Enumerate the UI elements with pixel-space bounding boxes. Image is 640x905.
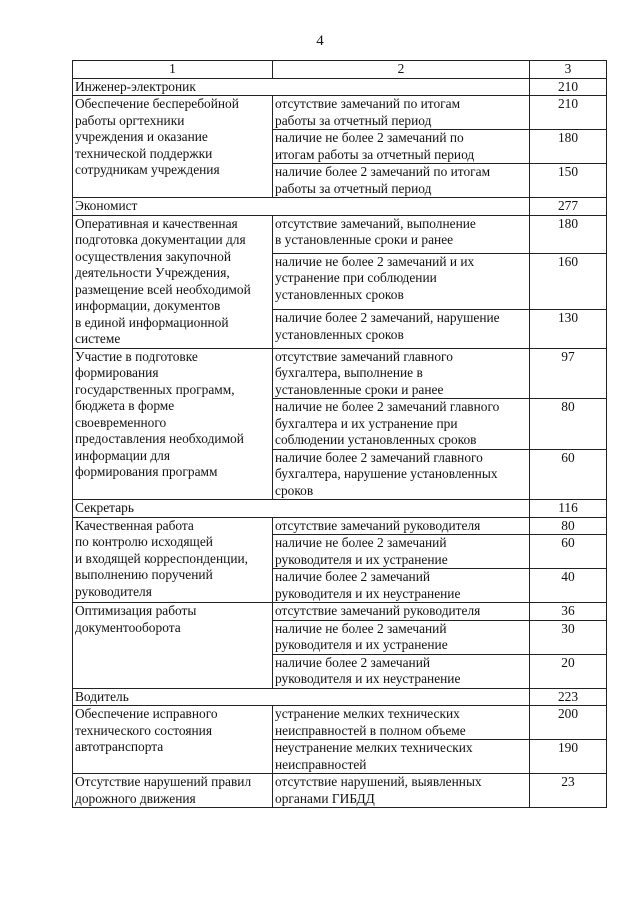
kpi-table <box>72 60 607 808</box>
criterion-cell: Обеспечение бесперебойной работы оргтехники учреждения и оказание технической поддержки сотрудникам учреждения <box>73 96 273 198</box>
section-row <box>73 198 607 216</box>
table-row <box>73 774 607 808</box>
condition-cell: отсутствие нарушений, выявленных органами ГИБДД <box>273 774 530 808</box>
condition-cell: наличие не более 2 замечаний главного бухгалтера и их устранение при соблюдении установленных сроков <box>273 399 530 450</box>
condition-cell: наличие не более 2 замечаний руководителя и их устранение <box>273 535 530 569</box>
criterion-cell: Оперативная и качественная подготовка документации для осуществления закупочной деятельности Учреждения, размещение всей необходимой информации, документов в единой информационной системе <box>73 215 273 348</box>
condition-cell: отсутствие замечаний руководителя <box>273 603 530 621</box>
score-cell: 60 <box>530 535 607 569</box>
condition-cell: устранение мелких технических неисправностей в полном объеме <box>273 706 530 740</box>
score-cell: 130 <box>530 310 607 348</box>
column-header: 2 <box>273 61 530 79</box>
score-cell: 20 <box>530 654 607 688</box>
score-cell: 60 <box>530 449 607 500</box>
section-title: Инженер-электроник <box>73 78 530 96</box>
score-cell: 180 <box>530 215 607 253</box>
condition-cell: отсутствие замечаний руководителя <box>273 517 530 535</box>
score-cell: 40 <box>530 569 607 603</box>
score-cell: 36 <box>530 603 607 621</box>
column-header: 1 <box>73 61 273 79</box>
table-row <box>73 603 607 621</box>
condition-cell: наличие не более 2 замечаний руководителя и их устранение <box>273 620 530 654</box>
score-cell: 200 <box>530 706 607 740</box>
condition-cell: неустранение мелких технических неисправностей <box>273 740 530 774</box>
column-header: 3 <box>530 61 607 79</box>
page-number: 4 <box>316 33 324 49</box>
table-header-row <box>73 61 607 79</box>
section-row <box>73 78 607 96</box>
condition-cell: наличие не более 2 замечаний и их устранение при соблюдении установленных сроков <box>273 253 530 310</box>
table-row <box>73 348 607 399</box>
criterion-cell: Отсутствие нарушений правил дорожного движения <box>73 774 273 808</box>
score-cell: 210 <box>530 96 607 130</box>
condition-cell: наличие более 2 замечаний, нарушение установленных сроков <box>273 310 530 348</box>
section-title: Экономист <box>73 198 530 216</box>
score-cell: 80 <box>530 517 607 535</box>
criterion-cell: Участие в подготовке формирования государственных программ, бюджета в форме своевременного предоставления необходимой информации для формирования программ <box>73 348 273 500</box>
section-total: 223 <box>530 688 607 706</box>
section-row <box>73 688 607 706</box>
score-cell: 30 <box>530 620 607 654</box>
condition-cell: наличие более 2 замечаний главного бухгалтера, нарушение установленных сроков <box>273 449 530 500</box>
condition-cell: отсутствие замечаний главного бухгалтера, выполнение в установленные сроки и ранее <box>273 348 530 399</box>
condition-cell: наличие более 2 замечаний руководителя и их неустранение <box>273 569 530 603</box>
criterion-cell: Обеспечение исправного технического состояния автотранспорта <box>73 706 273 774</box>
table-row <box>73 517 607 535</box>
score-cell: 97 <box>530 348 607 399</box>
condition-cell: отсутствие замечаний по итогам работы за отчетный период <box>273 96 530 130</box>
score-cell: 180 <box>530 130 607 164</box>
section-row <box>73 500 607 518</box>
condition-cell: отсутствие замечаний, выполнение в установленные сроки и ранее <box>273 215 530 253</box>
section-total: 277 <box>530 198 607 216</box>
condition-cell: наличие более 2 замечаний руководителя и их неустранение <box>273 654 530 688</box>
score-cell: 150 <box>530 164 607 198</box>
section-total: 210 <box>530 78 607 96</box>
table-row <box>73 215 607 253</box>
criterion-cell: Оптимизация работы документооборота <box>73 603 273 689</box>
score-cell: 80 <box>530 399 607 450</box>
section-title: Водитель <box>73 688 530 706</box>
section-title: Секретарь <box>73 500 530 518</box>
criterion-cell: Качественная работа по контролю исходящей и входящей корреспонденции, выполнению поручений руководителя <box>73 517 273 603</box>
table-row <box>73 96 607 130</box>
condition-cell: наличие более 2 замечаний по итогам работы за отчетный период <box>273 164 530 198</box>
condition-cell: наличие не более 2 замечаний по итогам работы за отчетный период <box>273 130 530 164</box>
score-cell: 23 <box>530 774 607 808</box>
score-cell: 160 <box>530 253 607 310</box>
section-total: 116 <box>530 500 607 518</box>
table-row <box>73 706 607 740</box>
score-cell: 190 <box>530 740 607 774</box>
